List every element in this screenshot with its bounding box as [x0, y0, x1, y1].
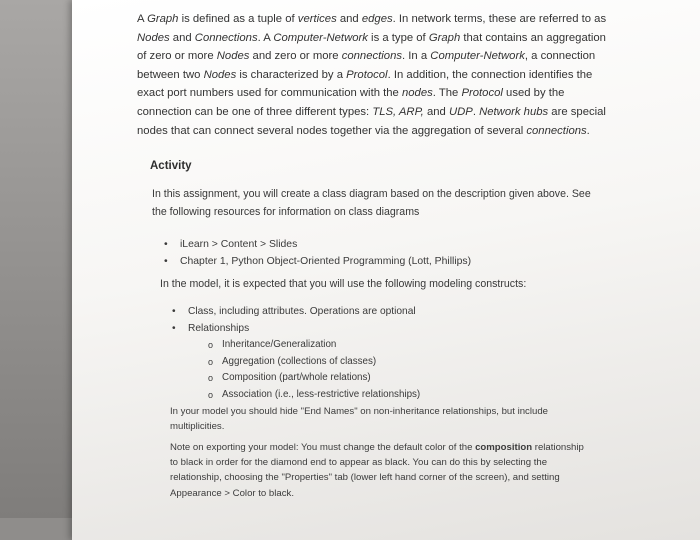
bullet-icon: • — [172, 306, 176, 317]
list-item: • iLearn > Content > Slides — [160, 236, 590, 253]
activity-heading: Activity — [150, 160, 192, 172]
end-names-paragraph: In your model you should hide "End Names" on non-inheritance relationships, but include multiplicities. — [170, 406, 548, 433]
bullet-icon: • — [172, 322, 176, 334]
list-item: • Class, including attributes. Operations are optional — [168, 304, 598, 321]
circle-bullet-icon: o — [208, 340, 214, 350]
relationships-sublist — [188, 337, 598, 403]
list-item: o Inheritance/Generalization — [206, 337, 598, 354]
constructs-intro: In the model, it is expected that you will use the following modeling constructs: — [160, 278, 527, 290]
circle-bullet-icon: o — [208, 356, 214, 367]
list-item: • Relationships o Inheritance/Generalization o Aggregation (collections of classes) o Composition (part/whole relations) o Association (i.e., less-restrictive relationships) — [168, 321, 598, 404]
export-note-paragraph: Note on exporting your model: You must change the default color of the composition relationship to black in order for the diamond end to appear as black. You can do this by selecting the relationship, choosing the "Properties" tab (lower left hand corner of the screen), and setting Appearance > Color to black. — [170, 442, 584, 499]
assignment-paragraph: In this assignment, you will create a class diagram based on the description given above. See the following resources for information on class diagrams — [152, 188, 591, 218]
list-item: o Association (i.e., less-restrictive relationships) — [206, 387, 598, 404]
intro-paragraph: A Graph is defined as a tuple of vertices and edges. In network terms, these are referred to as Nodes and Connections. A Computer-Network is a type of Graph that contains an aggregation of zero or more Nodes and zero or more connections. In a Computer-Network, a connection between two Nodes is characterized by a Protocol. In addition, the connection identifies the exact port numbers used for communication with the nodes. The Protocol used by the connection can be one of three different types: TLS, ARP, and UDP. Network hubs are special nodes that can connect several nodes together via the aggregation of several connections. — [137, 13, 607, 137]
resources-list — [160, 236, 590, 270]
list-item: o Aggregation (collections of classes) — [206, 354, 598, 371]
circle-bullet-icon: o — [208, 389, 214, 400]
list-item: • Chapter 1, Python Object-Oriented Programming (Lott, Phillips) — [160, 253, 590, 270]
bullet-icon: • — [164, 256, 168, 267]
bullet-icon: • — [164, 239, 168, 250]
constructs-list — [168, 304, 598, 403]
list-item: o Composition (part/whole relations) — [206, 370, 598, 387]
circle-bullet-icon: o — [208, 373, 214, 383]
